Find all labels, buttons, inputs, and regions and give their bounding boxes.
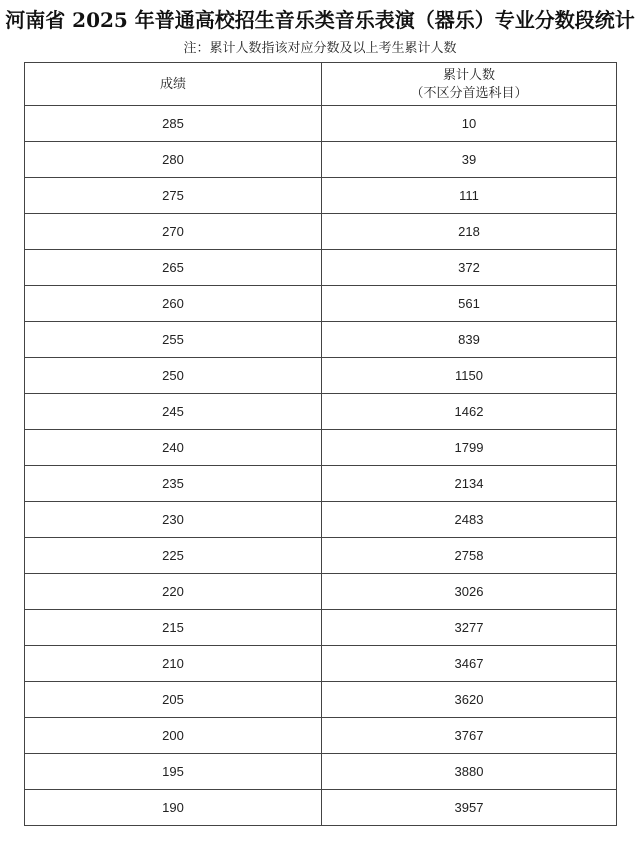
score-cell: 235 (25, 466, 322, 502)
table-header-row (25, 63, 617, 106)
table-note: 注：累计人数指该对应分数及以上考生累计人数 (183, 41, 457, 56)
score-cell: 200 (25, 718, 322, 754)
table-row (25, 790, 617, 826)
table-row (25, 682, 617, 718)
table-row (25, 574, 617, 610)
score-cell: 220 (25, 574, 322, 610)
score-cell: 280 (25, 142, 322, 178)
cumulative-count-cell: 39 (322, 142, 617, 178)
cumulative-count-cell: 1799 (322, 430, 617, 466)
table-row (25, 646, 617, 682)
cumulative-count-cell: 3467 (322, 646, 617, 682)
score-cell: 285 (25, 106, 322, 142)
score-cell: 255 (25, 322, 322, 358)
score-distribution-table (24, 62, 617, 826)
table-row (25, 178, 617, 214)
score-cell: 240 (25, 430, 322, 466)
score-cell: 215 (25, 610, 322, 646)
cumulative-count-cell: 2134 (322, 466, 617, 502)
cumulative-count-cell: 3277 (322, 610, 617, 646)
score-cell: 205 (25, 682, 322, 718)
table-row (25, 718, 617, 754)
cumulative-count-cell: 3767 (322, 718, 617, 754)
cumulative-count-cell: 218 (322, 214, 617, 250)
cumulative-count-cell: 3620 (322, 682, 617, 718)
score-cell: 225 (25, 538, 322, 574)
score-cell: 270 (25, 214, 322, 250)
score-cell: 265 (25, 250, 322, 286)
cumulative-count-cell: 3957 (322, 790, 617, 826)
score-cell: 245 (25, 394, 322, 430)
cumulative-count-cell: 2483 (322, 502, 617, 538)
header-count-sublabel: （不区分首选科目） (410, 85, 528, 100)
cumulative-count-cell: 1150 (322, 358, 617, 394)
table-row (25, 502, 617, 538)
score-cell: 275 (25, 178, 322, 214)
header-count-label: 累计人数 (442, 67, 495, 82)
cumulative-count-cell: 1462 (322, 394, 617, 430)
table-row (25, 142, 617, 178)
table-row (25, 214, 617, 250)
table-row (25, 358, 617, 394)
cumulative-count-cell: 561 (322, 286, 617, 322)
cumulative-count-cell: 10 (322, 106, 617, 142)
cumulative-count-cell: 111 (322, 178, 617, 214)
table-row (25, 466, 617, 502)
table-body (25, 106, 617, 826)
score-cell: 210 (25, 646, 322, 682)
table-row (25, 286, 617, 322)
table-row (25, 538, 617, 574)
page-title: 河南省 2025 年普通高校招生音乐类音乐表演（器乐）专业分数段统计 (5, 8, 635, 32)
table-row (25, 754, 617, 790)
cumulative-count-cell: 372 (322, 250, 617, 286)
table-row (25, 250, 617, 286)
score-cell: 190 (25, 790, 322, 826)
table-row (25, 322, 617, 358)
score-cell: 195 (25, 754, 322, 790)
score-cell: 250 (25, 358, 322, 394)
table-row (25, 394, 617, 430)
table-row (25, 106, 617, 142)
cumulative-count-cell: 3026 (322, 574, 617, 610)
cumulative-count-cell: 2758 (322, 538, 617, 574)
table-row (25, 430, 617, 466)
cumulative-count-cell: 3880 (322, 754, 617, 790)
score-cell: 260 (25, 286, 322, 322)
cumulative-count-cell: 839 (322, 322, 617, 358)
header-cumulative-count (322, 63, 617, 106)
score-cell: 230 (25, 502, 322, 538)
header-score: 成绩 (25, 63, 322, 106)
table-row (25, 610, 617, 646)
